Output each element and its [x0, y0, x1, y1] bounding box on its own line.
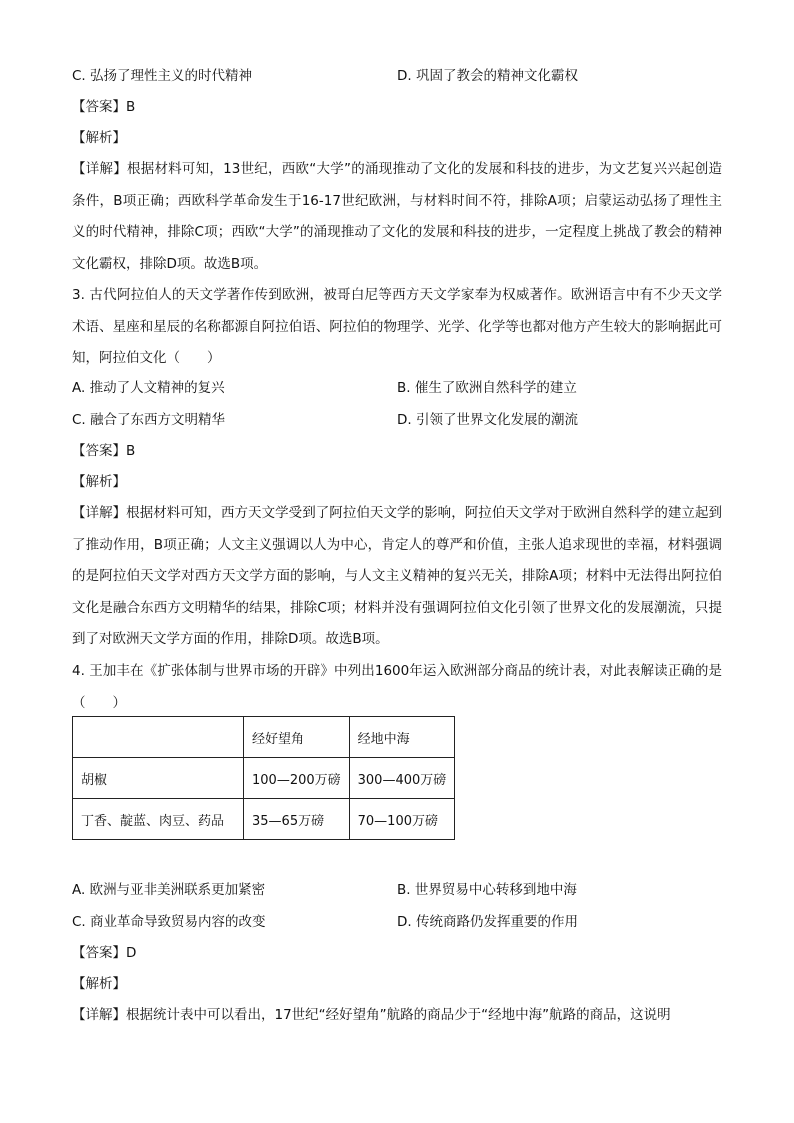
q2-option-d[interactable]: D. 巩固了教会的精神文化霸权 [397, 68, 578, 84]
q3-analysis-heading: 【解析】 [72, 474, 126, 490]
q4-option-b[interactable]: B. 世界贸易中心转移到地中海 [397, 882, 577, 898]
q3-answer: 【答案】B [72, 443, 136, 459]
table-header-cell: 经地中海 [349, 717, 455, 758]
q2-answer: 【答案】B [72, 99, 136, 115]
table-cell: 70—100万磅 [349, 799, 455, 840]
q4-option-a[interactable]: A. 欧洲与亚非美洲联系更加紧密 [72, 882, 266, 898]
q3-stem: 3. 古代阿拉伯人的天文学著作传到欧洲，被哥白尼等西方天文学家奉为权威著作。欧洲语言中有不少天文学术语、星座和星辰的名称都源自阿拉伯语、阿拉伯的物理学、光学、化学等也都对他方产生较大的影响据此可知，阿拉伯文化（ ） [72, 287, 722, 366]
q3-option-d[interactable]: D. 引领了世界文化发展的潮流 [397, 412, 578, 428]
q2-option-c[interactable]: C. 弘扬了理性主义的时代精神 [72, 68, 253, 84]
q3-option-c[interactable]: C. 融合了东西方文明精华 [72, 412, 226, 428]
q4-analysis-heading: 【解析】 [72, 976, 126, 992]
q4-detail: 【详解】根据统计表中可以看出，17世纪“经好望角”航路的商品少于“经地中海”航路的商品，这说明 [72, 1007, 671, 1023]
q2-detail: 【详解】根据材料可知，13世纪，西欧“大学”的涌现推动了文化的发展和科技的进步，为文艺复兴兴起创造条件，B项正确；西欧科学革命发生于16-17世纪欧洲，与材料时间不符，排除A项；启蒙运动弘扬了理性主义的时代精神，排除C项；西欧“大学”的涌现推动了文化的发展和科技的进步，一定程度上挑战了教会的精神文化霸权，排除D项。故选B项。 [72, 161, 722, 272]
table-header-row [73, 717, 455, 758]
q3-option-a[interactable]: A. 推动了人文精神的复兴 [72, 380, 225, 396]
q3-detail: 【详解】根据材料可知，西方天文学受到了阿拉伯天文学的影响，阿拉伯天文学对于欧洲自然科学的建立起到了推动作用，B项正确；人文主义强调以人为中心，肯定人的尊严和价值，主张人追求现世的幸福，材料强调的是阿拉伯天文学对西方天文学方面的影响，与人文主义精神的复兴无关，排除A项；材料中无法得出阿拉伯文化是融合东西方文明精华的结果，排除C项；材料并没有强调阿拉伯文化引领了世界文化的发展潮流，只提到了对欧洲天文学方面的作用，排除D项。故选B项。 [72, 505, 722, 647]
q4-option-d[interactable]: D. 传统商路仍发挥重要的作用 [397, 914, 578, 930]
table-row [73, 758, 455, 799]
q2-analysis-heading: 【解析】 [72, 130, 126, 146]
q4-stem: 4. 王加丰在《扩张体制与世界市场的开辟》中列出1600年运入欧洲部分商品的统计表，对此表解读正确的是（ ） [72, 663, 722, 711]
q4-option-c[interactable]: C. 商业革命导致贸易内容的改变 [72, 914, 266, 930]
table-header-cell [73, 717, 244, 758]
commodity-stats-table [72, 716, 455, 840]
table-row [73, 799, 455, 840]
table-cell: 丁香、靛蓝、肉豆、药品 [73, 799, 244, 840]
table-cell: 35—65万磅 [244, 799, 350, 840]
table-header-cell: 经好望角 [244, 717, 350, 758]
table-cell: 300—400万磅 [349, 758, 455, 799]
q4-answer: 【答案】D [72, 945, 137, 961]
q3-option-b[interactable]: B. 催生了欧洲自然科学的建立 [397, 380, 577, 396]
table-cell: 胡椒 [73, 758, 244, 799]
table-cell: 100—200万磅 [244, 758, 350, 799]
